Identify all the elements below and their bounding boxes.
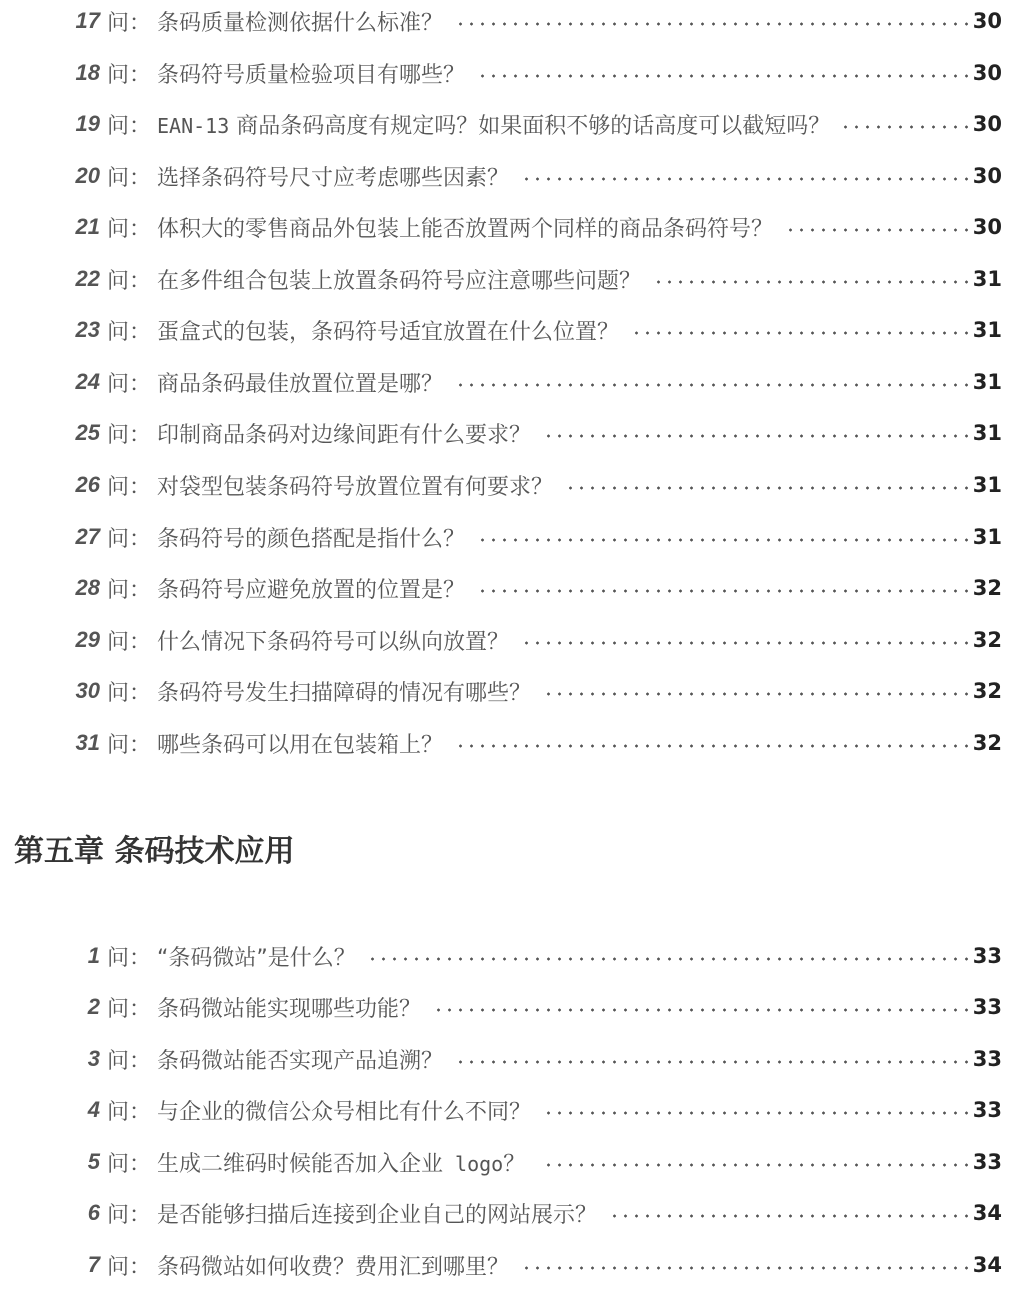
dot-leader — [457, 744, 972, 748]
entry-title-text: 商品条码高度有规定吗？如果面积不够的话高度可以截短吗？ — [229, 113, 831, 139]
question-prefix: 问： — [107, 526, 152, 552]
question-number: 18 — [75, 60, 100, 85]
entry-title: 条码符号的颜色搭配是指什么？ — [157, 526, 466, 552]
chapter-heading: 第五章 条码技术应用 — [14, 834, 295, 869]
entry-title: 条码质量检测依据什么标准？ — [157, 10, 444, 36]
page-number: 34 — [972, 1201, 1002, 1225]
toc-entry[interactable] — [0, 1193, 1024, 1233]
question-prefix: 问： — [107, 165, 152, 191]
question-number: 5 — [87, 1149, 100, 1174]
dot-leader — [457, 22, 972, 26]
page-number: 32 — [972, 679, 1002, 703]
page-number: 31 — [972, 525, 1002, 549]
dot-leader — [787, 228, 972, 232]
entry-title: 条码符号应避免放置的位置是？ — [157, 577, 466, 603]
dot-leader — [479, 589, 972, 593]
dot-leader — [523, 641, 972, 645]
question-number: 31 — [75, 730, 100, 755]
entry-title: 哪些条码可以用在包装箱上？ — [157, 732, 444, 758]
page-number: 33 — [972, 944, 1002, 968]
question-prefix: 问： — [107, 1254, 152, 1280]
dot-leader — [655, 280, 972, 284]
question-prefix: 问： — [107, 113, 152, 139]
page-number: 30 — [972, 61, 1002, 85]
entry-title: 条码微站能否实现产品追溯？ — [157, 1048, 444, 1074]
entry-title-latin: EAN-13 — [157, 113, 230, 138]
dot-leader — [844, 125, 972, 129]
dot-leader — [370, 957, 972, 961]
question-prefix: 问： — [107, 1048, 152, 1074]
entry-title: 商品条码最佳放置位置是哪？ — [157, 371, 444, 397]
dot-leader — [457, 383, 972, 387]
toc-entry[interactable] — [0, 310, 1024, 350]
entry-title: 体积大的零售商品外包装上能否放置两个同样的商品条码符号？ — [157, 216, 774, 242]
question-prefix: 问： — [107, 1151, 152, 1177]
question-prefix: 问： — [107, 422, 152, 448]
question-number: 7 — [87, 1252, 100, 1277]
question-prefix: 问： — [107, 732, 152, 758]
entry-title: 在多件组合包装上放置条码符号应注意哪些问题？ — [157, 268, 642, 294]
question-prefix: 问： — [107, 62, 152, 88]
question-prefix: 问： — [107, 216, 152, 242]
question-number: 19 — [75, 111, 100, 136]
question-number: 2 — [87, 994, 100, 1019]
toc-entry[interactable] — [0, 568, 1024, 608]
question-number: 6 — [87, 1200, 100, 1225]
question-number: 26 — [75, 472, 100, 497]
page-number: 30 — [972, 164, 1002, 188]
question-prefix: 问： — [107, 371, 152, 397]
dot-leader — [633, 331, 972, 335]
dot-leader — [479, 74, 972, 78]
entry-title: 条码微站能实现哪些功能？ — [157, 996, 422, 1022]
entry-title: “条码微站”是什么？ — [157, 945, 356, 971]
question-number: 3 — [87, 1046, 100, 1071]
question-prefix: 问： — [107, 996, 152, 1022]
toc-entry[interactable] — [0, 1039, 1024, 1079]
entry-title-text: 生成二维码时候能否加入企业 — [157, 1151, 444, 1177]
question-prefix: 问： — [107, 629, 152, 655]
entry-title: 选择条码符号尺寸应考虑哪些因素？ — [157, 165, 510, 191]
dot-leader — [567, 486, 972, 490]
toc-entry[interactable] — [0, 53, 1024, 93]
entry-title-end: ？ — [503, 1151, 526, 1177]
toc-entry[interactable] — [0, 723, 1024, 763]
entry-title: 什么情况下条码符号可以纵向放置？ — [157, 629, 510, 655]
toc-entry[interactable] — [0, 362, 1024, 402]
page-number: 30 — [972, 112, 1002, 136]
question-prefix: 问： — [107, 1099, 152, 1125]
toc-entry[interactable] — [0, 156, 1024, 196]
toc-entry[interactable] — [0, 413, 1024, 453]
dot-leader — [545, 434, 972, 438]
toc-entry[interactable] — [0, 671, 1024, 711]
entry-title: 印制商品条码对边缘间距有什么要求？ — [157, 422, 532, 448]
page-number: 33 — [972, 1047, 1002, 1071]
toc-entry[interactable] — [0, 517, 1024, 557]
entry-title: 条码符号质量检验项目有哪些？ — [157, 62, 466, 88]
question-prefix: 问： — [107, 1202, 152, 1228]
toc-entry[interactable] — [0, 936, 1024, 976]
page-number: 30 — [972, 215, 1002, 239]
page-number: 31 — [972, 473, 1002, 497]
toc-entry[interactable] — [0, 104, 1024, 144]
page-number: 32 — [972, 628, 1002, 652]
entry-title — [157, 109, 830, 140]
toc-entry[interactable] — [0, 1, 1024, 41]
dot-leader — [545, 1111, 972, 1115]
dot-leader — [539, 1163, 972, 1167]
page-number: 33 — [972, 1150, 1002, 1174]
page-number: 31 — [972, 267, 1002, 291]
toc-entry[interactable] — [0, 1245, 1024, 1285]
page-number: 31 — [972, 318, 1002, 342]
question-prefix: 问： — [107, 577, 152, 603]
question-prefix: 问： — [107, 319, 152, 345]
page-number: 32 — [972, 576, 1002, 600]
page-number: 34 — [972, 1253, 1002, 1277]
question-number: 23 — [75, 317, 100, 342]
question-number: 4 — [87, 1097, 100, 1122]
toc-entry[interactable] — [0, 1142, 1024, 1182]
dot-leader — [545, 692, 972, 696]
entry-title-latin: logo — [443, 1151, 504, 1176]
page-number: 33 — [972, 1098, 1002, 1122]
entry-title: 与企业的微信公众号相比有什么不同？ — [157, 1099, 532, 1125]
dot-leader — [611, 1214, 972, 1218]
question-number: 25 — [75, 420, 100, 445]
entry-title: 条码微站如何收费？费用汇到哪里？ — [157, 1254, 510, 1280]
question-prefix: 问： — [107, 945, 152, 971]
question-number: 29 — [75, 627, 100, 652]
question-number: 28 — [75, 575, 100, 600]
page-number: 30 — [972, 9, 1002, 33]
toc-entry[interactable] — [0, 1090, 1024, 1130]
question-prefix: 问： — [107, 10, 152, 36]
entry-title: 是否能够扫描后连接到企业自己的网站展示？ — [157, 1202, 598, 1228]
question-prefix: 问： — [107, 268, 152, 294]
dot-leader — [435, 1008, 972, 1012]
toc-entry[interactable] — [0, 465, 1024, 505]
page-number: 33 — [972, 995, 1002, 1019]
question-number: 22 — [75, 266, 100, 291]
dot-leader — [457, 1060, 972, 1064]
page-number: 32 — [972, 731, 1002, 755]
entry-title: 条码符号发生扫描障碍的情况有哪些？ — [157, 680, 532, 706]
question-prefix: 问： — [107, 474, 152, 500]
question-number: 20 — [75, 163, 100, 188]
entry-title: 蛋盒式的包装，条码符号适宜放置在什么位置？ — [157, 319, 620, 345]
question-prefix: 问： — [107, 680, 152, 706]
toc-entry[interactable] — [0, 987, 1024, 1027]
toc-entry[interactable] — [0, 620, 1024, 660]
dot-leader — [523, 1266, 972, 1270]
dot-leader — [479, 538, 972, 542]
question-number: 1 — [87, 943, 100, 968]
question-number: 27 — [75, 524, 100, 549]
entry-title — [157, 1147, 525, 1178]
page-number: 31 — [972, 421, 1002, 445]
toc-entry[interactable] — [0, 259, 1024, 299]
dot-leader — [523, 177, 972, 181]
question-number: 24 — [75, 369, 100, 394]
entry-title: 对袋型包装条码符号放置位置有何要求？ — [157, 474, 554, 500]
question-number: 21 — [75, 214, 100, 239]
question-number: 17 — [75, 8, 100, 33]
question-number: 30 — [75, 678, 100, 703]
page-number: 31 — [972, 370, 1002, 394]
toc-entry[interactable] — [0, 207, 1024, 247]
